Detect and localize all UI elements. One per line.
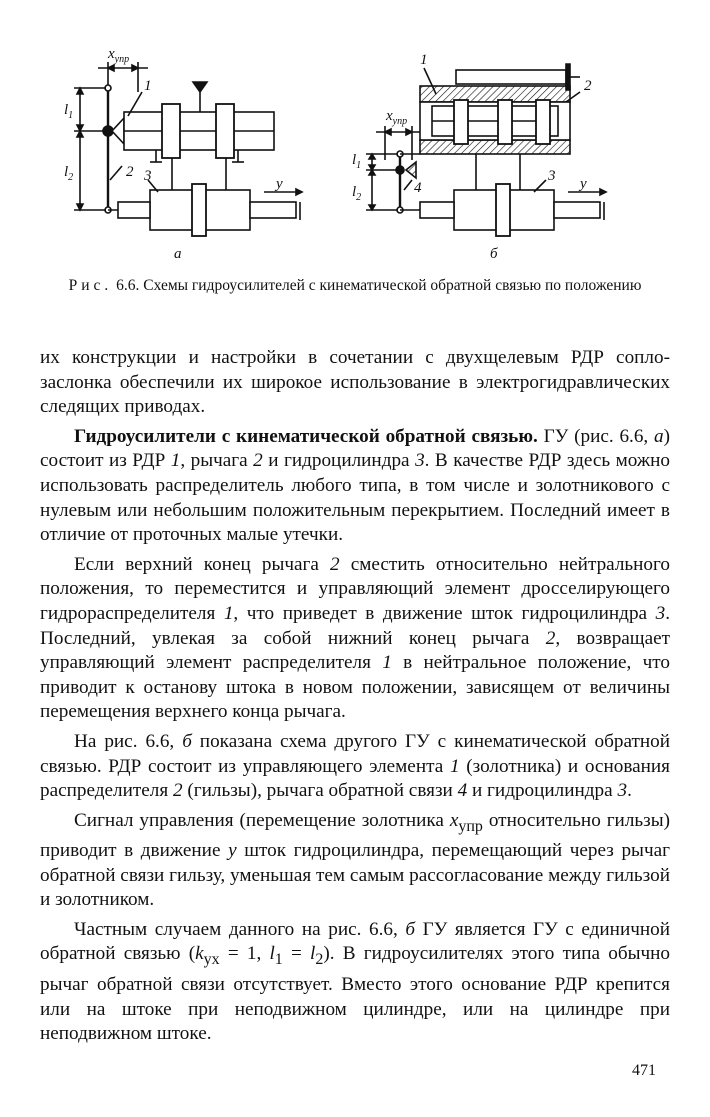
- label-l2-b: $l_2$: [352, 184, 362, 203]
- sublabel-b: б: [490, 246, 498, 262]
- caption-text: Схемы гидроусилителей с кинематической обратной связью по положению: [143, 277, 642, 294]
- label-x-upr-b: $x_{упр}$: [386, 108, 408, 127]
- num-4-b: 4: [414, 180, 422, 196]
- page-number: 471: [632, 1062, 656, 1079]
- paragraph-6: Частным случаем данного на рис. 6.6, б ГУ является ГУ с единичной обратной связью ($k_{ух} = 1$, $l_1 = l_2$). В гидроусилителях этого типа обычно рычаг обратной связи отсутствует. Вместо этого основание РДР крепится или на штоке при неподвижном цилиндре, или на цилиндре при неподвижном штоке.: [40, 918, 670, 1045]
- caption-number: 6.6.: [116, 277, 140, 294]
- caption-lead: Рис.: [68, 277, 113, 294]
- num-1-b: 1: [420, 52, 428, 68]
- label-l1-b: $l_1$: [352, 152, 362, 171]
- figure-caption: [38, 276, 672, 295]
- scheme-a: [74, 62, 302, 236]
- sublabel-a: а: [174, 246, 182, 262]
- paragraph-2: Гидроусилители с кинематической обратной связью. ГУ (рис. 6.6, а) состоит из РДР 1, рычага 2 и гидроцилиндра 3. В качестве РДР здесь можно использовать распределитель любого типа, в том числе и золотникового с нулевым или небольшим положительным перекрытием. Последний имеет в отличие от проточных малые утечки.: [40, 425, 671, 546]
- num-2-b: 2: [584, 78, 592, 94]
- num-3-b: 3: [548, 168, 556, 184]
- paragraph-1: их конструкции и настройки в сочетании с двухщелевым РДР сопло-заслонка обеспечили их широкое использование в электрогидравлических следящих приводах.: [40, 347, 670, 418]
- num-1-a: 1: [144, 78, 152, 94]
- label-l1-a: $l_1$: [64, 102, 74, 121]
- label-x-upr-a: $x_{упр}$: [108, 46, 130, 65]
- label-y-b: y: [580, 176, 587, 192]
- body-text: [40, 346, 670, 1052]
- section-heading: Гидроусилители с кинематической обратной связью.: [74, 425, 538, 447]
- label-l2-a: $l_2$: [64, 164, 74, 183]
- num-3-a: 3: [144, 168, 152, 184]
- label-y-a: y: [276, 176, 283, 192]
- paragraph-3: Если верхний конец рычага 2 сместить относительно нейтрального положения, то переместится и управляющий элемент дросселирующего гидрораспределителя 1, что приведет в движение шток гидроцилиндра 3. Последний, увлекая за собой нижний конец рычага 2, возвращает управляющий элемент распределителя 1 в нейтральное положение, что приводит к останову штока в новом положении, зависящем от величины перемещения верхнего конца рычага.: [40, 553, 671, 723]
- paragraph-4: На рис. 6.6, б показана схема другого ГУ с кинематической обратной связью. РДР состоит из управляющего элемента 1 (золотника) и основания распределителя 2 (гильзы), рычага обратной связи 4 и гидроцилиндра 3.: [40, 730, 670, 802]
- paragraph-5: Сигнал управления (перемещение золотника $x_{упр}$ относительно гильзы) приводит в движение y шток гидроцилиндра, перемещающий через рычаг обратной связи гильзу, уменьшая тем самым рассогласование между гильзой и золотником.: [40, 809, 671, 911]
- num-2-a: 2: [126, 164, 134, 180]
- scheme-b: [366, 64, 606, 236]
- figure-6-6: [40, 30, 680, 270]
